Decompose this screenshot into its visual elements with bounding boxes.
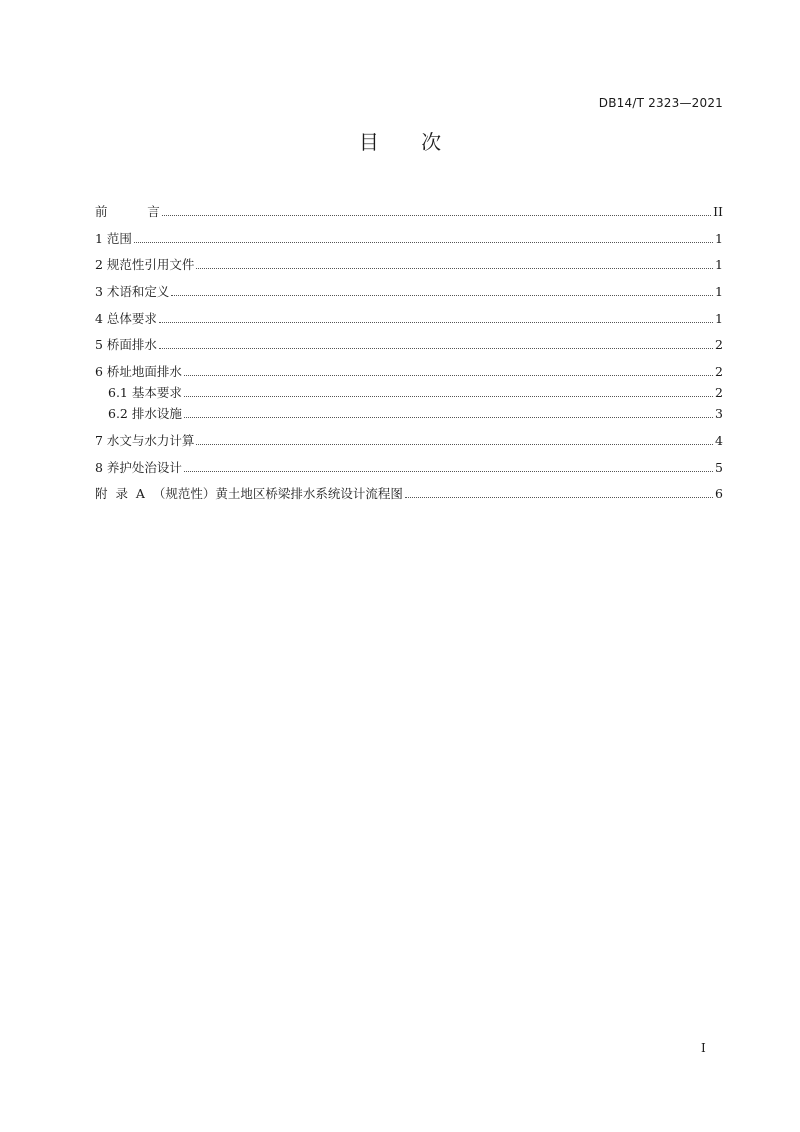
toc-entry-label: 2 规范性引用文件: [95, 257, 195, 273]
toc-entry-3[interactable]: [95, 283, 723, 300]
toc-entry-page: 2: [715, 337, 723, 353]
dot-leader: [184, 471, 713, 472]
table-of-contents: [95, 203, 723, 502]
toc-entry-page: 6: [715, 486, 723, 502]
dot-leader: [196, 268, 713, 269]
toc-entry-appendix-a[interactable]: [95, 485, 723, 502]
toc-entry-4[interactable]: [95, 310, 723, 327]
toc-entry-8[interactable]: [95, 459, 723, 476]
dot-leader: [184, 375, 713, 376]
toc-entry-2[interactable]: [95, 256, 723, 273]
toc-entry-page: 5: [715, 459, 723, 475]
toc-entry-page: 2: [715, 364, 723, 380]
page-title: 目 次: [358, 130, 442, 154]
toc-entry-6-1[interactable]: [95, 384, 723, 401]
dot-leader: [162, 215, 711, 216]
toc-entry-1[interactable]: [95, 230, 723, 247]
dot-leader: [171, 295, 713, 296]
toc-entry-page: 3: [715, 406, 723, 422]
page-number: I: [701, 1041, 706, 1055]
toc-entry-page: 2: [715, 385, 723, 401]
toc-entry-page: 1: [715, 230, 723, 246]
dot-leader: [184, 417, 713, 418]
toc-entry-5[interactable]: [95, 336, 723, 353]
toc-entry-6[interactable]: [95, 363, 723, 380]
toc-entry-6-2[interactable]: [95, 405, 723, 422]
toc-entry-label: 6.2 排水设施: [108, 406, 182, 422]
toc-entry-label: 4 总体要求: [95, 310, 157, 326]
dot-leader: [196, 444, 713, 445]
toc-entry-label: 8 养护处治设计: [95, 459, 182, 475]
toc-entry-label: 5 桥面排水: [95, 337, 157, 353]
toc-entry-page: 1: [715, 310, 723, 326]
document-code: DB14/T 2323—2021: [598, 96, 723, 110]
dot-leader: [134, 242, 713, 243]
dot-leader: [159, 322, 713, 323]
toc-entry-7[interactable]: [95, 432, 723, 449]
toc-entry-label: 7 水文与水力计算: [95, 432, 195, 448]
toc-entry-label: 6 桥址地面排水: [95, 364, 182, 380]
dot-leader: [184, 396, 713, 397]
dot-leader: [159, 348, 713, 349]
toc-entry-label: 前 言: [95, 204, 160, 219]
toc-entry-page: 1: [715, 284, 723, 300]
toc-entry-label: 3 术语和定义: [95, 284, 170, 300]
toc-entry-page: 1: [715, 257, 723, 273]
toc-entry-label: 附 录 A （规范性）黄土地区桥梁排水系统设计流程图: [95, 486, 403, 502]
toc-entry-foreword[interactable]: [95, 203, 723, 220]
toc-entry-page: II: [713, 204, 723, 219]
toc-entry-label: 6.1 基本要求: [108, 385, 182, 401]
toc-entry-label: 1 范围: [95, 230, 132, 246]
toc-entry-page: 4: [715, 432, 723, 448]
dot-leader: [405, 497, 713, 498]
